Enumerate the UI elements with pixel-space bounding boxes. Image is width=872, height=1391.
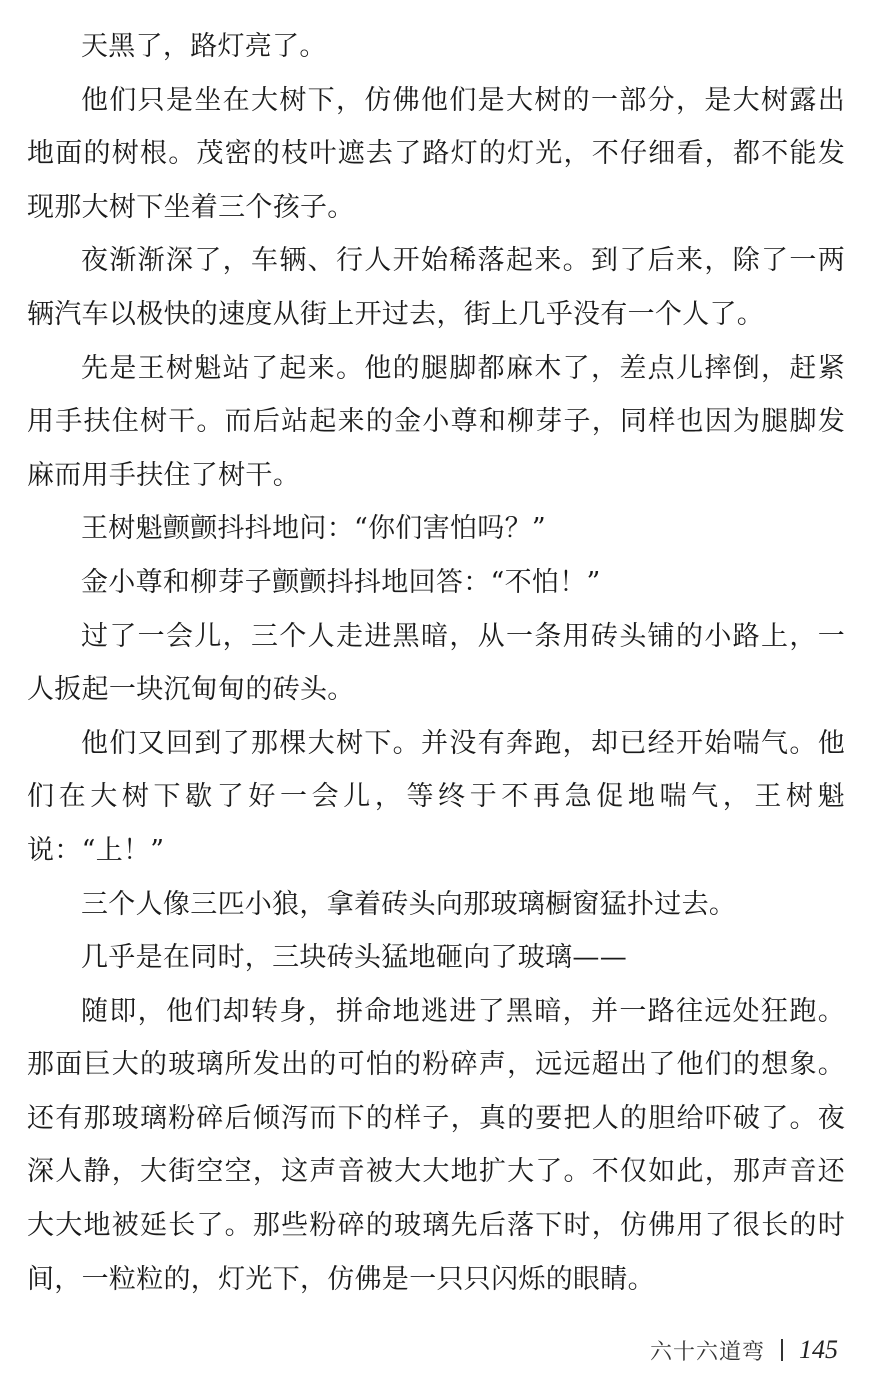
page-number: 145 bbox=[799, 1335, 838, 1364]
paragraph: 三个人像三匹小狼，拿着砖头向那玻璃橱窗猛扑过去。 bbox=[81, 888, 737, 920]
page-footer bbox=[650, 1333, 838, 1367]
running-title: 六十六道弯 bbox=[649, 1339, 765, 1365]
paragraph: 王树魁颤颤抖抖地问：“你们害怕吗？” bbox=[81, 513, 547, 545]
paragraph: 过了一会儿，三个人走进黑暗，从一条用砖头铺的小路上，一人扳起一块沉甸甸的砖头。 bbox=[27, 620, 845, 706]
page-body bbox=[27, 20, 845, 1306]
paragraph: 几乎是在同时，三块砖头猛地砸向了玻璃—— bbox=[81, 942, 627, 974]
paragraph: 金小尊和柳芽子颤颤抖抖地回答：“不怕！” bbox=[81, 566, 601, 598]
paragraph: 他们又回到了那棵大树下。并没有奔跑，却已经开始喘气。他们在大树下歇了好一会儿，等终于不再急促地喘气，王树魁说：“上！” bbox=[27, 727, 845, 866]
paragraph: 随即，他们却转身，拼命地逃进了黑暗，并一路往远处狂跑。那面巨大的玻璃所发出的可怕的粉碎声，远远超出了他们的想象。还有那玻璃粉碎后倾泻而下的样子，真的要把人的胆给吓破了。夜深人静，大街空空，这声音被大大地扩大了。不仅如此，那声音还大大地被延长了。那些粉碎的玻璃先后落下时，仿佛用了很长的时间，一粒粒的，灯光下，仿佛是一只只闪烁的眼睛。 bbox=[27, 995, 845, 1295]
footer-divider bbox=[781, 1339, 783, 1361]
paragraph: 天黑了，路灯亮了。 bbox=[81, 31, 327, 62]
paragraph: 先是王树魁站了起来。他的腿脚都麻木了，差点儿摔倒，赶紧用手扶住树干。而后站起来的金小尊和柳芽子，同样也因为腿脚发麻而用手扶住了树干。 bbox=[27, 352, 845, 491]
paragraph: 夜渐渐深了，车辆、行人开始稀落起来。到了后来，除了一两辆汽车以极快的速度从街上开过去，街上几乎没有一个人了。 bbox=[27, 245, 845, 330]
paragraph: 他们只是坐在大树下，仿佛他们是大树的一部分，是大树露出地面的树根。茂密的枝叶遮去了路灯的灯光，不仔细看，都不能发现那大树下坐着三个孩子。 bbox=[27, 84, 845, 223]
